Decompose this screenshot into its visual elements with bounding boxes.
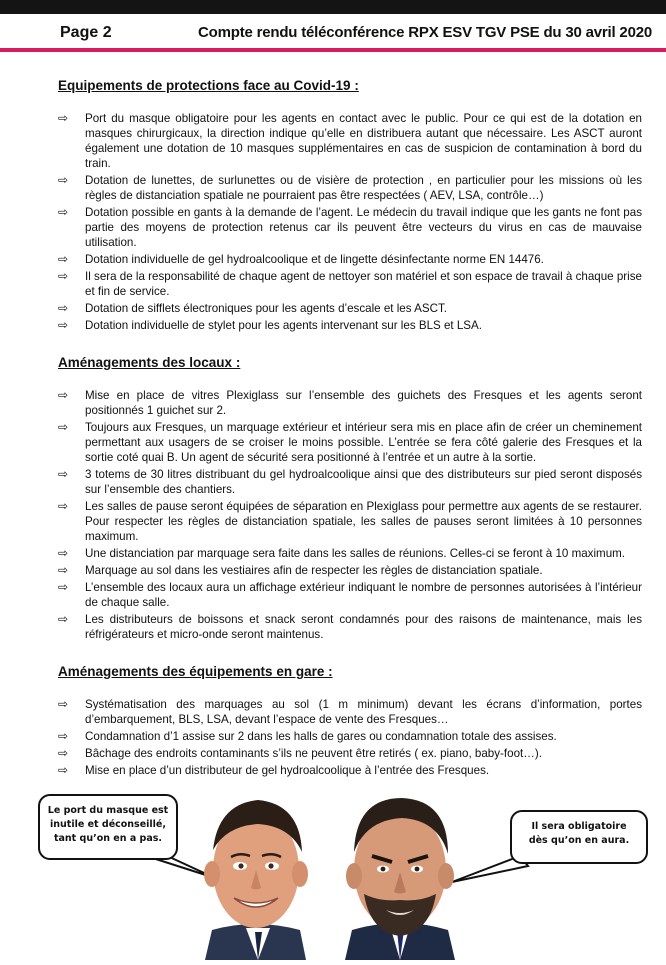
section-title: Equipements de protections face au Covid-19 : [58,78,359,93]
arrow-bullet-icon: ⇨ [58,612,69,626]
list-item [58,205,642,250]
document-body [58,78,642,800]
list-item [58,612,642,642]
list-item [58,580,642,610]
list-item [58,173,642,203]
arrow-bullet-icon: ⇨ [58,580,69,594]
section-protective-equipment [58,78,642,333]
bullet-list [58,388,642,642]
arrow-bullet-icon: ⇨ [58,563,69,577]
list-item-text: Dotation de sifflets électroniques pour les agents d’escale et les ASCT. [85,302,447,315]
section-premises [58,355,642,642]
bullet-list [58,697,642,778]
list-item-text: Il sera de la responsabilité de chaque agent de nettoyer son matériel et son espace de travail à chaque prise et fin de service. [85,270,642,298]
list-item-text: Les distributeurs de boissons et snack seront condamnés pour des raisons de maintenance, mais les réfrigérateurs et micro-onde seront maintenus. [85,613,642,641]
arrow-bullet-icon: ⇨ [58,269,69,283]
speech-line: dès qu’on en aura. [528,835,630,846]
arrow-bullet-icon: ⇨ [58,111,69,125]
section-title: Aménagements des équipements en gare : [58,664,333,679]
list-item [58,301,642,316]
arrow-bullet-icon: ⇨ [58,763,69,777]
speech-line: Il sera obligatoire [531,821,627,832]
list-item [58,269,642,299]
list-item [58,388,642,418]
speech-line: Le port du masque est [47,805,169,816]
list-item-text: Systématisation des marquages au sol (1 m minimum) devant les écrans d’information, portes d’embarquement, BLS, LSA, devant l’espace de vente des Fresques… [85,698,642,726]
speech-line: inutile et déconseillé, [50,819,166,830]
arrow-bullet-icon: ⇨ [58,697,69,711]
list-item [58,318,642,333]
arrow-bullet-icon: ⇨ [58,420,69,434]
list-item-text: Toujours aux Fresques, un marquage extérieur et intérieur sera mis en place afin de créer un cheminement permettant aux usagers de se croiser le moins possible. L’entrée se fera côté galerie des Fresques et la sortie coté quai B. Un agent de sécurité sera positionné à l’entrée et un autre à la sortie. [85,421,642,464]
right-speech-bubble [510,810,648,864]
right-caricature-figure [345,798,455,960]
list-item-text: Dotation individuelle de gel hydroalcoolique et de lingette désinfectante norme EN 14476. [85,253,544,266]
list-item [58,499,642,544]
section-title: Aménagements des locaux : [58,355,241,370]
arrow-bullet-icon: ⇨ [58,746,69,760]
arrow-bullet-icon: ⇨ [58,301,69,315]
arrow-bullet-icon: ⇨ [58,546,69,560]
caricature-panel [0,770,666,960]
arrow-bullet-icon: ⇨ [58,252,69,266]
section-station-equipment [58,664,642,778]
list-item [58,546,642,561]
left-speech-bubble [38,794,178,860]
list-item-text: Mise en place de vitres Plexiglass sur l’ensemble des guichets des Fresques et les agents seront positionnés 1 guichet sur 2. [85,389,642,417]
arrow-bullet-icon: ⇨ [58,388,69,402]
arrow-bullet-icon: ⇨ [58,467,69,481]
arrow-bullet-icon: ⇨ [58,205,69,219]
list-item-text: Bâchage des endroits contaminants s’ils ne peuvent être retirés ( ex. piano, baby-foot…). [85,747,542,760]
bullet-list [58,111,642,333]
list-item [58,467,642,497]
list-item [58,111,642,171]
list-item-text: Marquage au sol dans les vestiaires afin de respecter les règles de distanciation spatiale. [85,564,543,577]
list-item-text: Dotation possible en gants à la demande de l’agent. Le médecin du travail indique que les gants ne font pas partie des moyens de protection retenus car ils peuvent être vecteurs du virus en cas de mauvaise utilisation. [85,206,642,249]
list-item-text: Mise en place d’un distributeur de gel hydroalcoolique à l’entrée des Fresques. [85,764,490,777]
arrow-bullet-icon: ⇨ [58,318,69,332]
left-caricature-figure [204,800,308,960]
list-item-text: 3 totems de 30 litres distribuant du gel hydroalcoolique ainsi que des distributeurs sur pied seront disposés sur l’ensemble des chantiers. [85,468,642,496]
list-item [58,420,642,465]
list-item [58,563,642,578]
arrow-bullet-icon: ⇨ [58,499,69,513]
arrow-bullet-icon: ⇨ [58,173,69,187]
page-number: Page 2 [60,24,112,41]
list-item-text: L’ensemble des locaux aura un affichage extérieur indiquant le nombre de personnes autorisées à l’intérieur de chaque salle. [85,581,642,609]
list-item-text: Condamnation d’1 assise sur 2 dans les halls de gares ou condamnation totale des assises. [85,730,557,743]
header-accent-rule [0,48,666,52]
speech-line: tant qu’on en a pas. [53,833,163,844]
list-item-text: Dotation de lunettes, de surlunettes ou de visière de protection , en particulier pour les missions où les règles de distanciation spatiale ne pourraient pas être respectées ( AEV, LSA, contrôle…) [85,174,642,202]
document-title: Compte rendu téléconférence RPX ESV TGV PSE du 30 avril 2020 [198,24,652,41]
list-item [58,697,642,727]
list-item-text: Une distanciation par marquage sera faite dans les salles de réunions. Celles-ci se feront à 10 maximum. [85,547,626,560]
list-item-text: Dotation individuelle de stylet pour les agents intervenant sur les BLS et LSA. [85,319,482,332]
top-black-bar [0,0,666,14]
list-item-text: Port du masque obligatoire pour les agents en contact avec le public. Pour ce qui est de la dotation en masques chirurgicaux, la direction indique qu’elle en distribuera autant que nécessaire. Les ASCT auront également une dotation de 10 masques supplémentaires en cas de suspicion de contamination à bord du train. [85,112,642,170]
list-item [58,252,642,267]
list-item [58,729,642,744]
arrow-bullet-icon: ⇨ [58,729,69,743]
list-item-text: Les salles de pause seront équipées de séparation en Plexiglass pour permettre aux agents de se restaurer. Pour respecter les règles de distanciation spatiale, les salles de pauses seront limitées à 10 personnes maximum. [85,500,642,543]
list-item [58,746,642,761]
